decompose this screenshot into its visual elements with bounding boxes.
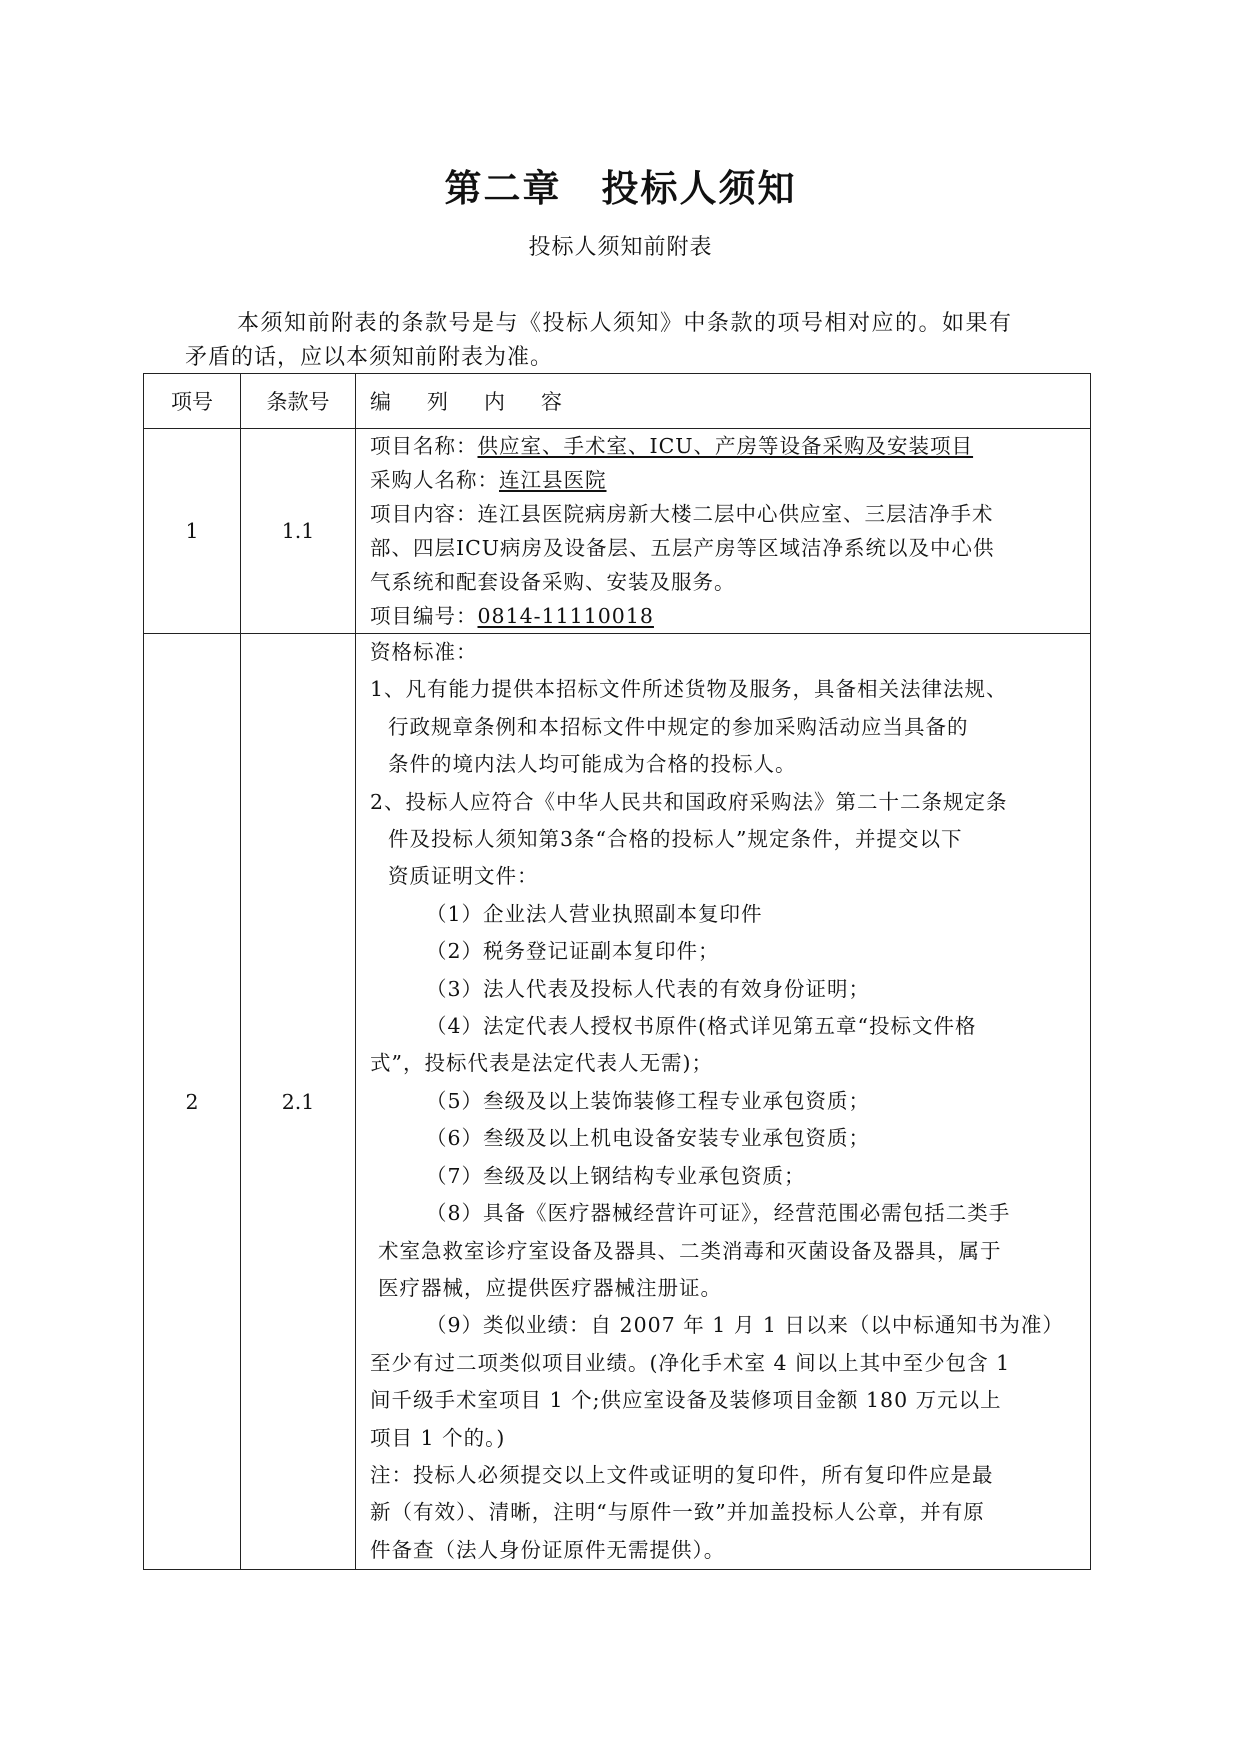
row-clause-no: 2.1 xyxy=(241,634,356,1570)
project-name-value: 供应室、手术室、ICU、产房等设备采购及安装项目 xyxy=(477,434,974,458)
intro-line-1: 本须知前附表的条款号是与《投标人须知》中条款的项号相对应的。如果有 xyxy=(237,311,1013,336)
row-item-no: 1 xyxy=(144,429,241,634)
qualification-line: 件及投标人须知第3条“合格的投标人”规定条件，并提交以下 xyxy=(388,827,963,852)
project-content-line: 部、四层ICU病房及设备层、五层产房等区域洁净系统以及中心供 xyxy=(370,536,995,560)
project-number-line: 项目编号：0814-11110018 xyxy=(370,604,654,628)
header-content: 编列内容 xyxy=(356,374,1091,429)
chapter-title xyxy=(0,158,1241,212)
qualification-line: 资质证明文件： xyxy=(388,864,539,889)
document-item: （2）税务登记证副本复印件； xyxy=(426,939,720,964)
qualification-line: 2、投标人应符合《中华人民共和国政府采购法》第二十二条规定条 xyxy=(370,789,1008,814)
project-content-line: 项目内容：连江县医院病房新大楼二层中心供应室、三层洁净手术 xyxy=(370,502,994,526)
qualification-heading: 资格标准： xyxy=(370,640,478,664)
qualification-line: 1、凡有能力提供本招标文件所述货物及服务，具备相关法律法规、 xyxy=(370,677,1008,702)
document-item: （8）具备《医疗器械经营许可证》，经营范围必需包括二类手 xyxy=(426,1201,1011,1226)
row-content xyxy=(356,634,1091,1570)
document-item: 项目 1 个的。) xyxy=(370,1425,506,1450)
table-subtitle: 投标人须知前附表 xyxy=(528,235,713,260)
document-item: （5）叁级及以上装饰装修工程专业承包资质； xyxy=(426,1088,871,1113)
purchaser-value: 连江县医院 xyxy=(499,468,607,492)
row-content xyxy=(356,429,1091,634)
note-line: 件备查（法人身份证原件无需提供）。 xyxy=(370,1537,726,1562)
chapter-name: 投标人须知 xyxy=(601,167,797,210)
document-item: （3）法人代表及投标人代表的有效身份证明； xyxy=(426,976,871,1001)
document-item: 式”，投标代表是法定代表人无需)； xyxy=(370,1051,713,1076)
project-number-value: 0814-11110018 xyxy=(477,604,654,628)
qualification-line: 条件的境内法人均可能成为合格的投标人。 xyxy=(388,752,797,777)
row-item-no: 2 xyxy=(144,634,241,1570)
row-clause-no: 1.1 xyxy=(241,429,356,634)
document-item: 医疗器械，应提供医疗器械注册证。 xyxy=(378,1275,722,1300)
header-clause-no: 条款号 xyxy=(241,374,356,429)
note-line: 注：投标人必须提交以上文件或证明的复印件，所有复印件应是最 xyxy=(370,1462,994,1487)
document-item: （4）法定代表人授权书原件(格式详见第五章“投标文件格 xyxy=(426,1014,977,1039)
document-item: 术室急救室诊疗室设备及器具、二类消毒和灭菌设备及器具，属于 xyxy=(378,1238,1002,1263)
chapter-number: 第二章 xyxy=(444,167,562,210)
note-line: 新（有效）、清晰，注明“与原件一致”并加盖投标人公章，并有原 xyxy=(370,1500,985,1525)
purchaser-line: 采购人名称：连江县医院 xyxy=(370,468,607,492)
table-header-row xyxy=(144,374,1091,429)
header-item-no: 项号 xyxy=(144,374,241,429)
document-item: （6）叁级及以上机电设备安装专业承包资质； xyxy=(426,1126,871,1151)
document-item: （1）企业法人营业执照副本复印件 xyxy=(426,901,763,926)
document-item: 至少有过二项类似项目业绩。(净化手术室 4 间以上其中至少包含 1 xyxy=(370,1350,1011,1375)
table-row xyxy=(144,634,1091,1570)
intro-line-2: 矛盾的话，应以本须知前附表为准。 xyxy=(185,345,554,370)
document-item: （9）类似业绩：自 2007 年 1 月 1 日以来（以中标通知书为准） xyxy=(426,1313,1064,1338)
document-item: 间千级手术室项目 1 个;供应室设备及装修项目金额 180 万元以上 xyxy=(370,1388,1002,1413)
document-item: （7）叁级及以上钢结构专业承包资质； xyxy=(426,1163,806,1188)
front-table xyxy=(143,373,1091,1570)
qualification-line: 行政规章条例和本招标文件中规定的参加采购活动应当具备的 xyxy=(388,714,969,739)
project-content-line: 气系统和配套设备采购、安装及服务。 xyxy=(370,570,736,594)
project-name-line: 项目名称：供应室、手术室、ICU、产房等设备采购及安装项目 xyxy=(370,434,974,458)
table-row xyxy=(144,429,1091,634)
